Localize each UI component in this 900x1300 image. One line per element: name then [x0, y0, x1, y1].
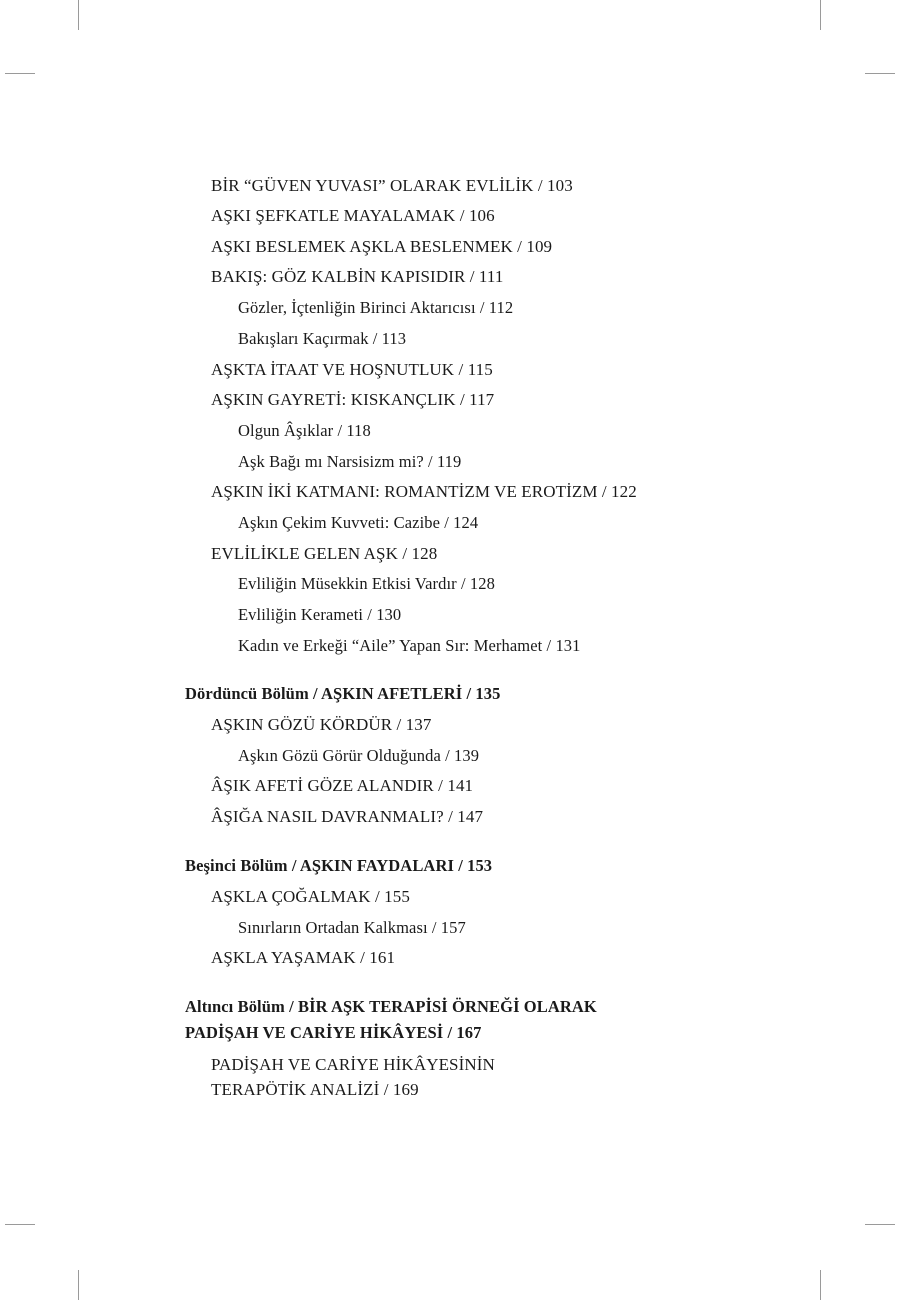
toc-section-entry-continued: TERAPÖTİK ANALİZİ / 169	[211, 1080, 419, 1099]
toc-subsection-entry: Aşkın Gözü Görür Olduğunda / 139	[238, 746, 480, 765]
crop-mark-bottom-left-horizontal	[5, 1224, 35, 1225]
toc-subsection-entry: Aşk Bağı mı Narsisizm mi? / 119	[238, 452, 462, 471]
toc-section-entry: AŞKI BESLEMEK AŞKLA BESLENMEK / 109	[211, 237, 553, 256]
crop-mark-top-right-vertical	[820, 0, 821, 30]
toc-subsection-entry: Sınırların Ortadan Kalkması / 157	[238, 918, 466, 937]
toc-chapter-heading-continued: PADİŞAH VE CARİYE HİKÂYESİ / 167	[185, 1023, 482, 1042]
crop-mark-top-right-horizontal	[865, 73, 895, 74]
toc-section-entry: ÂŞIK AFETİ GÖZE ALANDIR / 141	[211, 776, 474, 795]
toc-section-entry: PADİŞAH VE CARİYE HİKÂYESİNİN	[211, 1055, 495, 1074]
toc-subsection-entry: Evliliğin Kerameti / 130	[238, 605, 402, 624]
toc-section-entry: EVLİLİKLE GELEN AŞK / 128	[211, 544, 438, 563]
toc-section-entry: AŞKLA YAŞAMAK / 161	[211, 948, 396, 967]
toc-chapter-heading: Beşinci Bölüm / AŞKIN FAYDALARI / 153	[185, 856, 493, 875]
toc-subsection-entry: Gözler, İçtenliğin Birinci Aktarıcısı / 112	[238, 298, 514, 317]
toc-section-entry: AŞKIN GÖZÜ KÖRDÜR / 137	[211, 715, 432, 734]
toc-section-entry: AŞKI ŞEFKATLE MAYALAMAK / 106	[211, 206, 495, 225]
crop-mark-top-left-horizontal	[5, 73, 35, 74]
toc-section-entry: AŞKIN İKİ KATMANI: ROMANTİZM VE EROTİZM / 122	[211, 482, 637, 501]
toc-section-entry: ÂŞIĞA NASIL DAVRANMALI? / 147	[211, 807, 484, 826]
crop-mark-top-left-vertical	[78, 0, 79, 30]
toc-subsection-entry: Bakışları Kaçırmak / 113	[238, 329, 407, 348]
toc-subsection-entry: Olgun Âşıklar / 118	[238, 421, 371, 440]
toc-subsection-entry: Kadın ve Erkeği “Aile” Yapan Sır: Merhamet / 131	[238, 636, 581, 655]
toc-section-entry: AŞKLA ÇOĞALMAK / 155	[211, 887, 410, 906]
toc-subsection-entry: Aşkın Çekim Kuvveti: Cazibe / 124	[238, 513, 479, 532]
crop-mark-bottom-right-vertical	[820, 1270, 821, 1300]
toc-section-entry: AŞKIN GAYRETİ: KISKANÇLIK / 117	[211, 390, 495, 409]
toc-chapter-heading: Dördüncü Bölüm / AŞKIN AFETLERİ / 135	[185, 684, 501, 703]
crop-mark-bottom-left-vertical	[78, 1270, 79, 1300]
toc-chapter-heading: Altıncı Bölüm / BİR AŞK TERAPİSİ ÖRNEĞİ OLARAK	[185, 997, 597, 1016]
toc-section-entry: BİR “GÜVEN YUVASI” OLARAK EVLİLİK / 103	[211, 176, 573, 195]
toc-section-entry: BAKIŞ: GÖZ KALBİN KAPISIDIR / 111	[211, 267, 504, 286]
toc-section-entry: AŞKTA İTAAT VE HOŞNUTLUK / 115	[211, 360, 493, 379]
crop-mark-bottom-right-horizontal	[865, 1224, 895, 1225]
toc-subsection-entry: Evliliğin Müsekkin Etkisi Vardır / 128	[238, 574, 495, 593]
